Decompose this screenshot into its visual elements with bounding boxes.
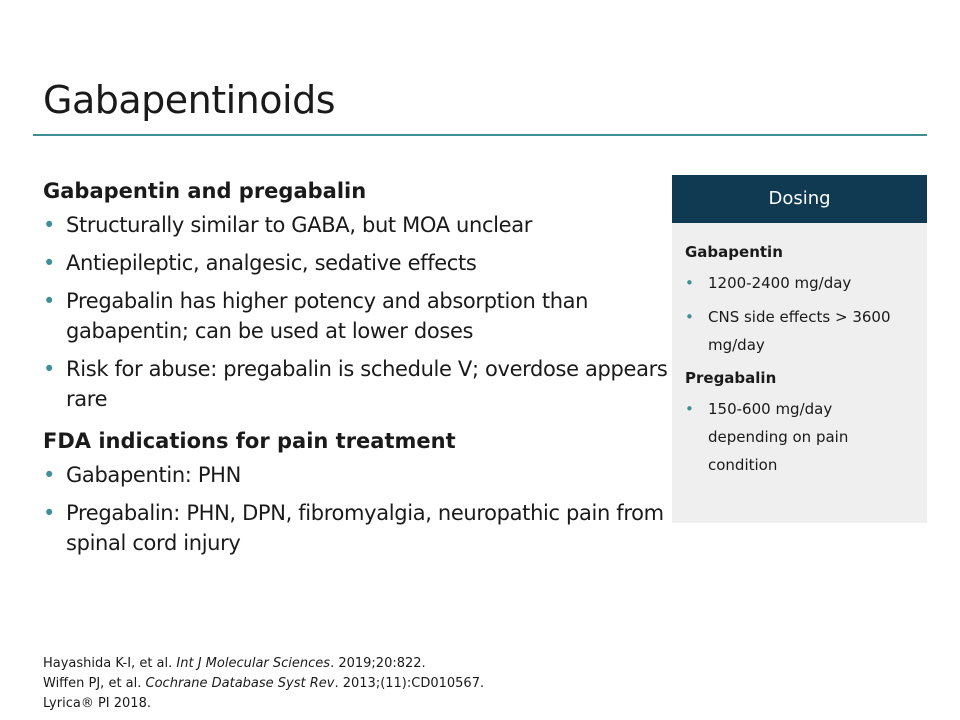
section-heading-fda-indications: FDA indications for pain treatment xyxy=(43,429,456,453)
title-divider xyxy=(33,134,927,136)
bullet-pregabalin-indication: • Pregabalin: PHN, DPN, fibromyalgia, neuropathic pain from spinal cord injury xyxy=(43,498,673,558)
dosing-subheading-gabapentin: Gabapentin xyxy=(685,243,783,261)
bullet-potency: • Pregabalin has higher potency and absorption than gabapentin; can be used at lower doses xyxy=(43,286,673,346)
dosing-item-gabapentin-range: • 1200-2400 mg/day xyxy=(685,269,914,297)
bullet-list-indications xyxy=(43,460,673,558)
dosing-list-pregabalin xyxy=(685,395,914,479)
slide-title: Gabapentinoids xyxy=(43,78,335,122)
dosing-list-gabapentin xyxy=(685,269,914,359)
bullet-abuse-risk: • Risk for abuse: pregabalin is schedule V; overdose appears rare xyxy=(43,354,673,414)
references xyxy=(43,654,484,714)
dosing-subheading-pregabalin: Pregabalin xyxy=(685,369,777,387)
dosing-panel xyxy=(672,175,927,523)
bullet-effects: • Antiepileptic, analgesic, sedative effects xyxy=(43,248,673,278)
reference-item: Lyrica® PI 2018. xyxy=(43,696,151,711)
bullet-structure: • Structurally similar to GABA, but MOA unclear xyxy=(43,210,673,240)
bullet-gabapentin-indication: • Gabapentin: PHN xyxy=(43,460,673,490)
dosing-item-gabapentin-side-effects xyxy=(685,303,914,359)
dosing-item-pregabalin-range: • 150-600 mg/day depending on pain condition xyxy=(685,395,914,479)
main-content xyxy=(43,172,673,566)
bullet-list-properties xyxy=(43,210,673,414)
reference-item: Wiffen PJ, et al. Cochrane Database Syst Rev. 2013;(11):CD010567. xyxy=(43,676,485,691)
dosing-panel-body xyxy=(672,223,927,479)
cns-side-effects-text: CNS side effects > 3600 mg/day xyxy=(708,308,891,354)
reference-item: Hayashida K-I, et al. Int J Molecular Sciences. 2019;20:822. xyxy=(43,656,426,671)
section-heading-gabapentin-pregabalin: Gabapentin and pregabalin xyxy=(43,179,367,203)
dosing-panel-header: Dosing xyxy=(672,175,927,223)
